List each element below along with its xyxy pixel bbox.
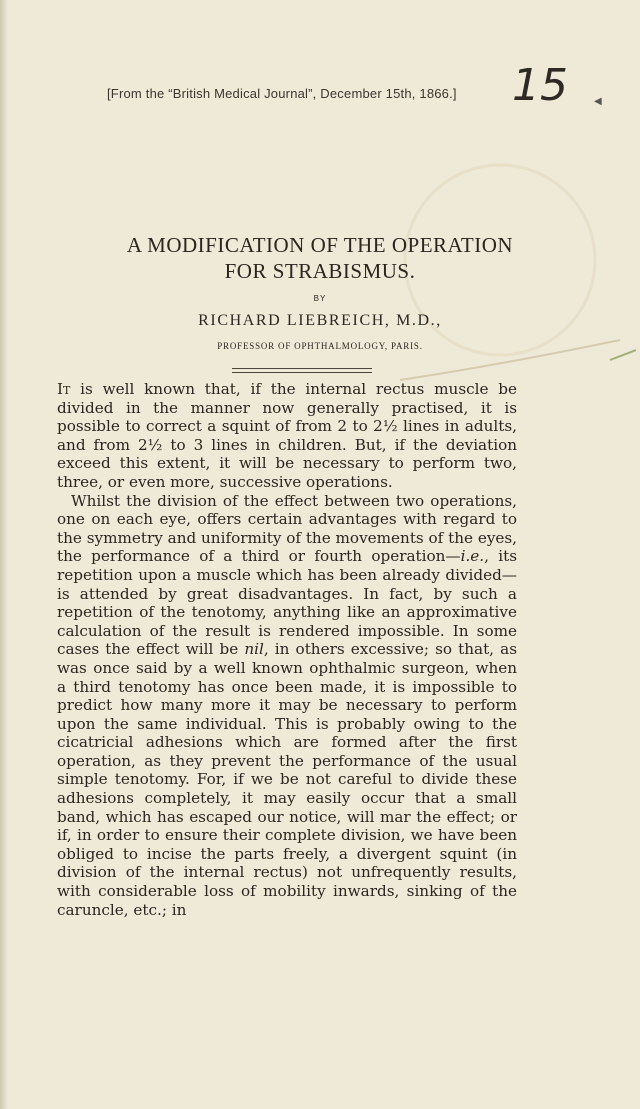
article-body [57, 380, 517, 919]
page-spine-shadow [0, 0, 8, 1109]
divider-rule-top [232, 368, 372, 369]
italic-ie: i.e. [460, 547, 485, 566]
journal-source-line: [From the “British Medical Journal”, December 15th, 1866.] [107, 86, 457, 101]
byline: BY [313, 294, 327, 303]
paragraph-1-text: is well known that, if the internal rectus muscle be divided in the manner now generally practised, it is possible to correct a squint of from 2 to 2½ lines in adults, and from 2½ to 3 lines in children. But, if the deviation exceed this extent, it will be necessary to perform two, three, or even more, successive operations. [57, 380, 517, 491]
author-name: RICHARD LIEBREICH, M.D., [198, 312, 442, 329]
author-position: PROFESSOR OF OPHTHALMOLOGY, PARIS. [217, 341, 423, 351]
paragraph-2: Whilst the division of the effect between two operations, one on each eye, offers certain advantages with regard to the symmetry and uniformity of the movements of the eyes, the performance of a third or fourth operation—i.e., its repetition upon a muscle which has been already divided—is attended by great disadvantages. In fact, by such a repetition of the tenotomy, anything like an approximative calculation of the result is rendered impossible. In some cases the effect will be nil, in others excessive; so that, as was once said by a well known ophthalmic surgeon, when a third tenotomy has once been made, it is impossible to predict how many more it may be necessary to perform upon the same individual. This is probably owing to the cicatricial adhesions which are formed after the first operation, as they prevent the performance of the usual simple tenotomy. For, if we be not careful to divide these adhesions completely, it may easily occur that a small band, which has escaped our notice, will mar the effect; or if, in order to ensure their complete division, we have been obliged to incise the parts freely, a divergent squint (in division of the internal rectus) not unfrequently results, with considerable loss of mobility inwards, sinking of the caruncle, etc.; in [57, 491, 518, 919]
italic-nil: nil [244, 640, 264, 659]
article-title-line1: A MODIFICATION OF THE OPERATION [126, 233, 514, 257]
paragraph-1 [57, 380, 517, 492]
paragraph-1-lead: It [57, 380, 71, 398]
divider-rule-bottom [232, 372, 372, 373]
handwritten-page-number: 15 [512, 60, 568, 111]
margin-mark: ◀ [594, 96, 602, 107]
article-title-line2: FOR STRABISMUS. [224, 259, 416, 283]
